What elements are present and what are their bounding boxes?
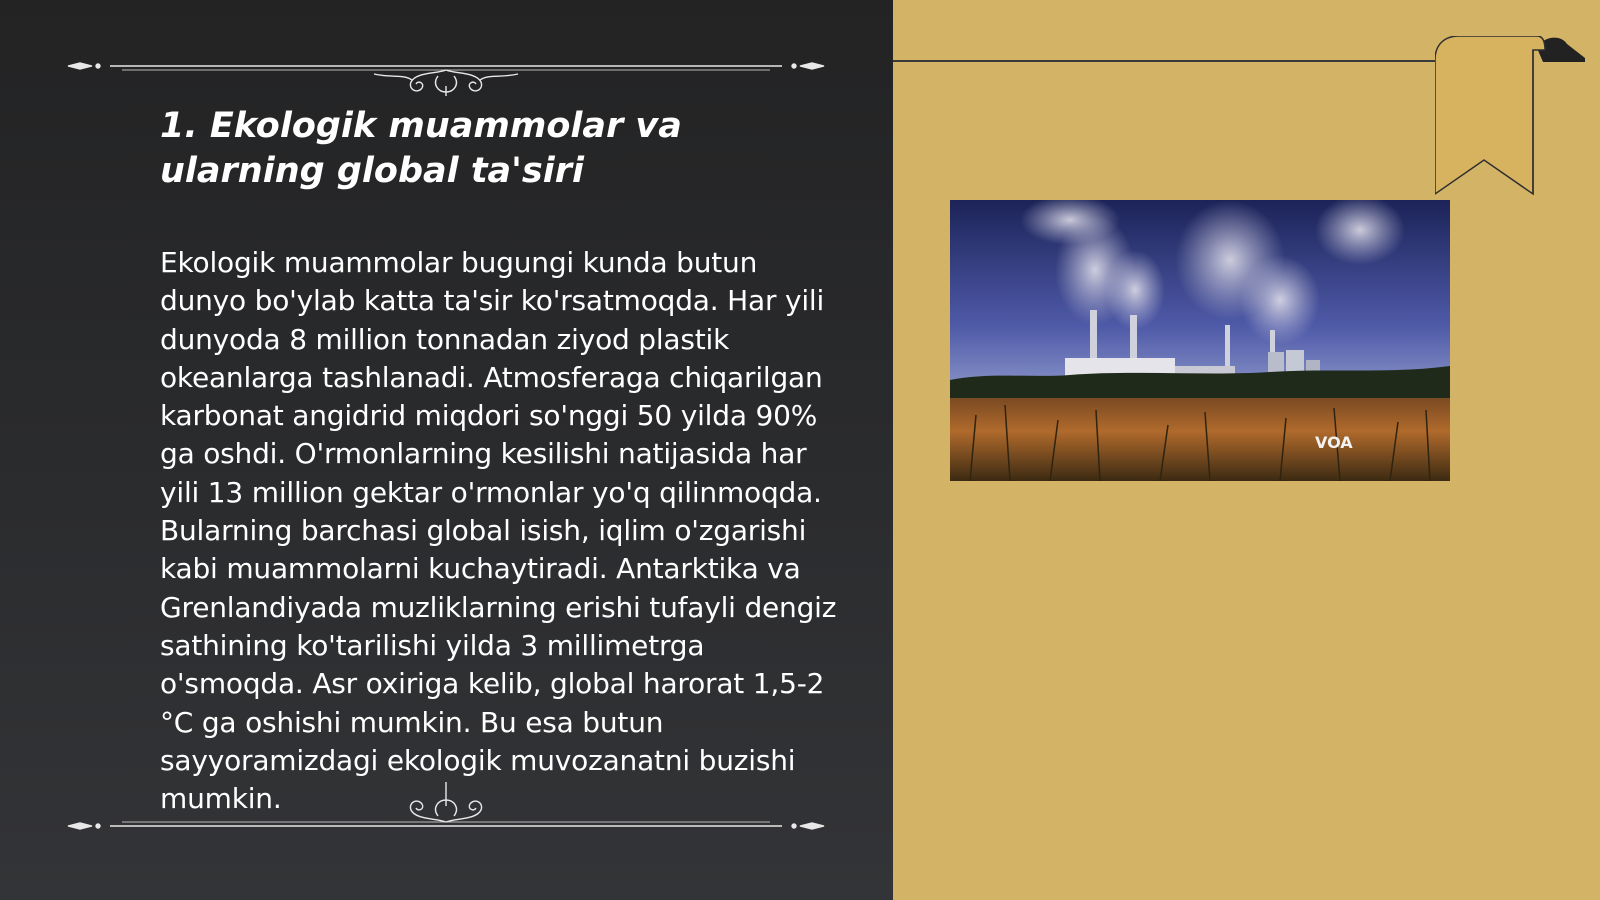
power-plant-photo bbox=[950, 200, 1450, 481]
right-divider-line bbox=[893, 60, 1443, 62]
bottom-ornament-divider bbox=[66, 780, 826, 840]
photo-watermark: VOA bbox=[1315, 433, 1353, 452]
bookmark-ribbon-icon bbox=[1435, 36, 1585, 198]
slide-title: 1. Ekologik muammolar va ularning global ta'siri bbox=[160, 106, 682, 191]
slide-body-text: Ekologik muammolar bugungi kunda butun dunyo bo'ylab katta ta'sir ko'rsatmoqda. Har yili dunyoda 8 million tonnadan ziyod plastik okeanlarga tashlanadi. Atmosferaga chiqarilgan karbonat angidrid miqdori so'nggi 50 yilda 90% ga oshdi. O'rmonlarning kesilishi natijasida har yili 13 million gektar o'rmonlar yo'q qilinmoqda. Bularning barchasi global isish, iqlim o'zgarishi kabi muammolarni kuchaytiradi. Antarktika va Grenlandiyada muzliklarning erishi tufayli dengiz sathining ko'tarilishi yilda 3 millimetrga o'smoqda. Asr oxiriga kelib, global harorat 1,5-2 °C ga oshishi mumkin. Bu esa butun sayyoramizdagi ekologik muvozanatni buzishi mumkin. bbox=[160, 246, 837, 816]
top-ornament-divider bbox=[66, 36, 826, 96]
